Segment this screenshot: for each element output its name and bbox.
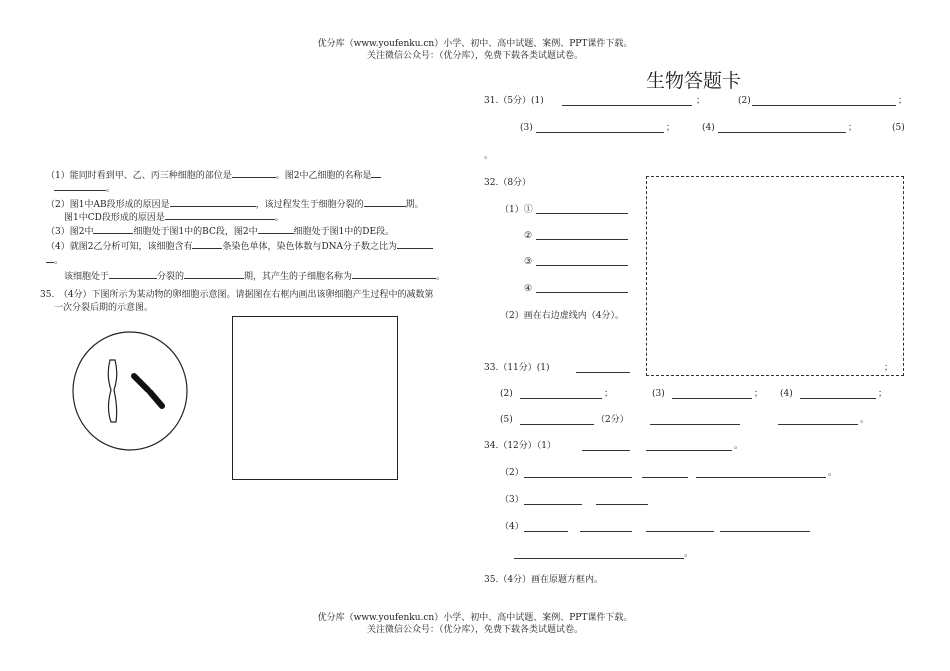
answer-line[interactable] [800, 398, 876, 399]
answer-line[interactable] [642, 477, 688, 478]
answer-blank[interactable] [192, 238, 222, 249]
q4-cont2: 该细胞处于 分裂的 期，其产生的子细胞名称为 。 [64, 268, 445, 283]
chromosome-outline [108, 360, 117, 422]
q2-line: （2）图1中AB段形成的原因是 ，该过程发生于细胞分裂的 期。 [46, 196, 424, 211]
q32-label: 32.（8分） [484, 178, 532, 188]
answer-line[interactable] [536, 239, 628, 240]
answer-line[interactable] [576, 372, 630, 373]
answer-blank[interactable] [184, 268, 244, 279]
answer-line[interactable] [520, 398, 602, 399]
answer-blank[interactable] [165, 209, 275, 220]
answer-line[interactable] [536, 213, 628, 214]
page-header [0, 38, 950, 62]
answer-line[interactable] [580, 531, 632, 532]
q35-answer-label: 35.（4分）画在原题方框内。 [484, 575, 604, 585]
answer-line[interactable] [536, 265, 628, 266]
q31-label: 31.（5分）(1) [484, 96, 544, 106]
answer-blank[interactable] [46, 252, 54, 263]
q33-label: 33.（11分）(1) [484, 363, 550, 373]
q4-cont: 。 [46, 252, 63, 267]
chromosome-solid [134, 376, 162, 406]
footer-line-2: 关注微信公众号：（优分库），免费下载各类试题试卷。 [366, 625, 583, 635]
answer-line[interactable] [718, 132, 846, 133]
drawing-box-35[interactable] [232, 316, 398, 480]
answer-line[interactable] [562, 105, 692, 106]
answer-line[interactable] [778, 424, 858, 425]
answer-line[interactable] [524, 477, 632, 478]
answer-blank[interactable] [364, 196, 406, 207]
q1-cont: 。 [54, 180, 115, 195]
answer-line[interactable] [646, 450, 732, 451]
answer-blank[interactable] [397, 238, 433, 249]
q4-line: （4）就图2乙分析可知，该细胞含有 条染色单体，染色体数与DNA分子数之比为 [46, 238, 433, 253]
q1-line: （1）能同时看到甲、乙、丙三种细胞的部位是 。图2中乙细胞的名称是 [46, 167, 381, 182]
q2-cont: 图1中CD段形成的原因是 。 [64, 209, 284, 224]
answer-line[interactable] [720, 531, 810, 532]
answer-line[interactable] [596, 504, 648, 505]
answer-line[interactable] [520, 424, 594, 425]
q35-text: 35. （4分）下图所示为某动物的卵细胞示意图。请据图在右框内画出该卵细胞产生过程中的减数第 [40, 290, 434, 300]
answer-blank[interactable] [93, 223, 133, 234]
answer-line[interactable] [646, 531, 714, 532]
answer-blank[interactable] [371, 167, 381, 178]
answer-line[interactable] [524, 504, 582, 505]
answer-line[interactable] [582, 450, 630, 451]
answer-line[interactable] [752, 105, 896, 106]
q34-label: 34.（12分）（1） [484, 441, 556, 451]
answer-blank[interactable] [109, 268, 157, 279]
answer-line[interactable] [514, 558, 684, 559]
answer-blank[interactable] [352, 268, 436, 279]
header-line-2: 关注微信公众号：（优分库），免费下载各类试题试卷。 [366, 51, 583, 61]
answer-line[interactable] [536, 132, 664, 133]
drawing-box-32[interactable] [646, 176, 904, 376]
answer-line[interactable] [672, 398, 752, 399]
answer-blank[interactable] [258, 223, 294, 234]
answer-line[interactable] [524, 531, 568, 532]
answer-blank[interactable] [170, 196, 256, 207]
footer-line-1: 优分库（www.youfenku.cn）小学、初中、高中试题、案例、PPT课件下载。 [317, 613, 633, 623]
q35-text-cont: 一次分裂后期的示意图。 [54, 303, 154, 313]
answer-line[interactable] [650, 424, 740, 425]
answer-blank[interactable] [54, 180, 106, 191]
answer-line[interactable] [536, 292, 628, 293]
q3-line: （3）图2中 细胞处于图1中的BC段，图2中 细胞处于图1中的DE段。 [46, 223, 394, 238]
header-line-1: 优分库（www.youfenku.cn）小学、初中、高中试题、案例、PPT课件下载。 [317, 39, 633, 49]
answer-line[interactable] [696, 477, 826, 478]
answer-blank[interactable] [232, 167, 276, 178]
answer-sheet-title: 生物答题卡 [646, 70, 742, 92]
egg-cell-diagram [70, 330, 190, 452]
cell-membrane [73, 332, 187, 450]
page-footer [0, 612, 950, 636]
